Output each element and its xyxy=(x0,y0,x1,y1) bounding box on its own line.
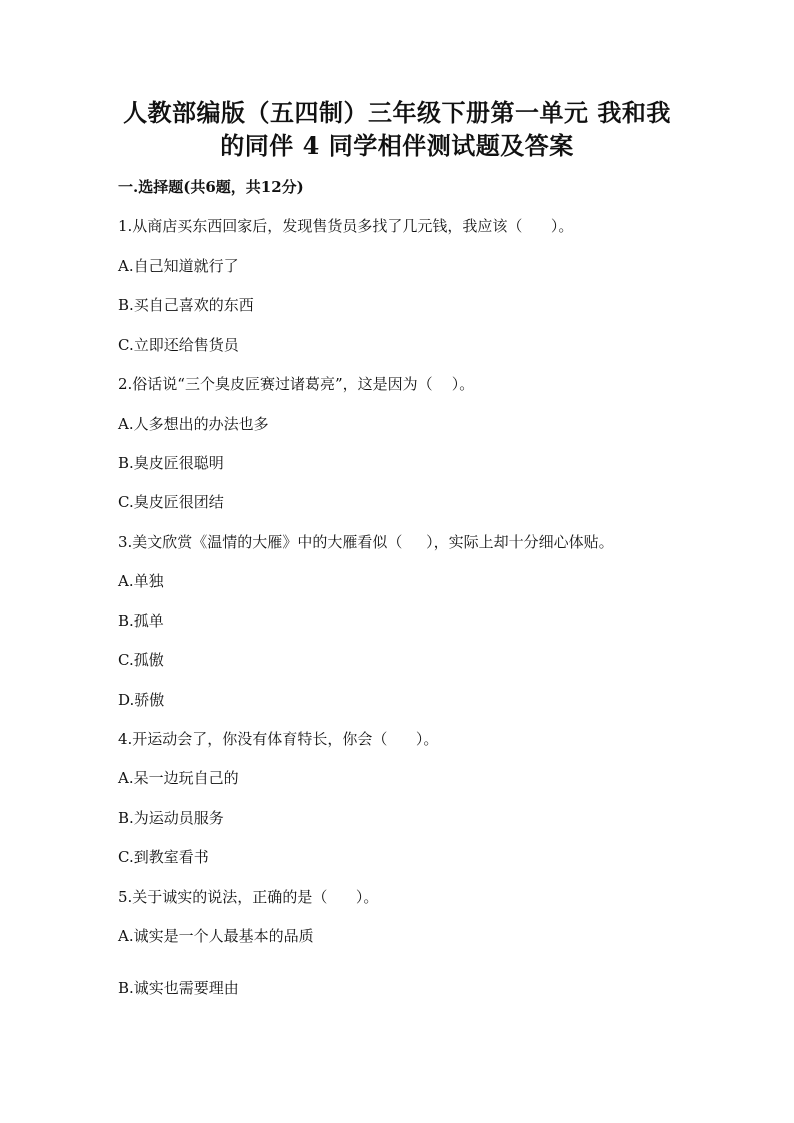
question-1-option-a: A.自己知道就行了 xyxy=(118,257,239,275)
question-4-option-a: A.呆一边玩自己的 xyxy=(118,769,239,787)
section-heading: 一.选择题(共6题，共12分) xyxy=(118,178,304,196)
question-4-option-c: C.到教室看书 xyxy=(118,848,209,866)
question-5-option-b: B.诚实也需要理由 xyxy=(118,979,239,997)
question-2-stem: 2.俗话说“三个臭皮匠赛过诸葛亮”，这是因为（ ）。 xyxy=(118,375,475,393)
question-5-stem: 5.关于诚实的说法，正确的是（ ）。 xyxy=(118,888,379,906)
question-2-option-b: B.臭皮匠很聪明 xyxy=(118,454,224,472)
question-3-option-c: C.孤傲 xyxy=(118,651,164,669)
question-3-stem: 3.美文欣赏《温情的大雁》中的大雁看似（ ），实际上却十分细心体贴。 xyxy=(118,533,614,551)
question-1-option-b: B.买自己喜欢的东西 xyxy=(118,296,254,314)
question-2-option-c: C.臭皮匠很团结 xyxy=(118,493,224,511)
question-5-option-a: A.诚实是一个人最基本的品质 xyxy=(118,927,314,945)
document-title-line-1: 人教部编版（五四制）三年级下册第一单元 我和我 xyxy=(123,98,671,127)
question-2-option-a: A.人多想出的办法也多 xyxy=(118,415,269,433)
question-3-option-d: D.骄傲 xyxy=(118,691,165,709)
question-3-option-b: B.孤单 xyxy=(118,612,164,630)
question-4-option-b: B.为运动员服务 xyxy=(118,809,224,827)
question-1-option-c: C.立即还给售货员 xyxy=(118,336,239,354)
document-title-line-2: 的同伴 4 同学相伴测试题及答案 xyxy=(220,131,574,160)
question-1-stem: 1.从商店买东西回家后，发现售货员多找了几元钱，我应该（ ）。 xyxy=(118,217,574,235)
question-4-stem: 4.开运动会了，你没有体育特长，你会（ ）。 xyxy=(118,730,439,748)
question-3-option-a: A.单独 xyxy=(118,572,164,590)
